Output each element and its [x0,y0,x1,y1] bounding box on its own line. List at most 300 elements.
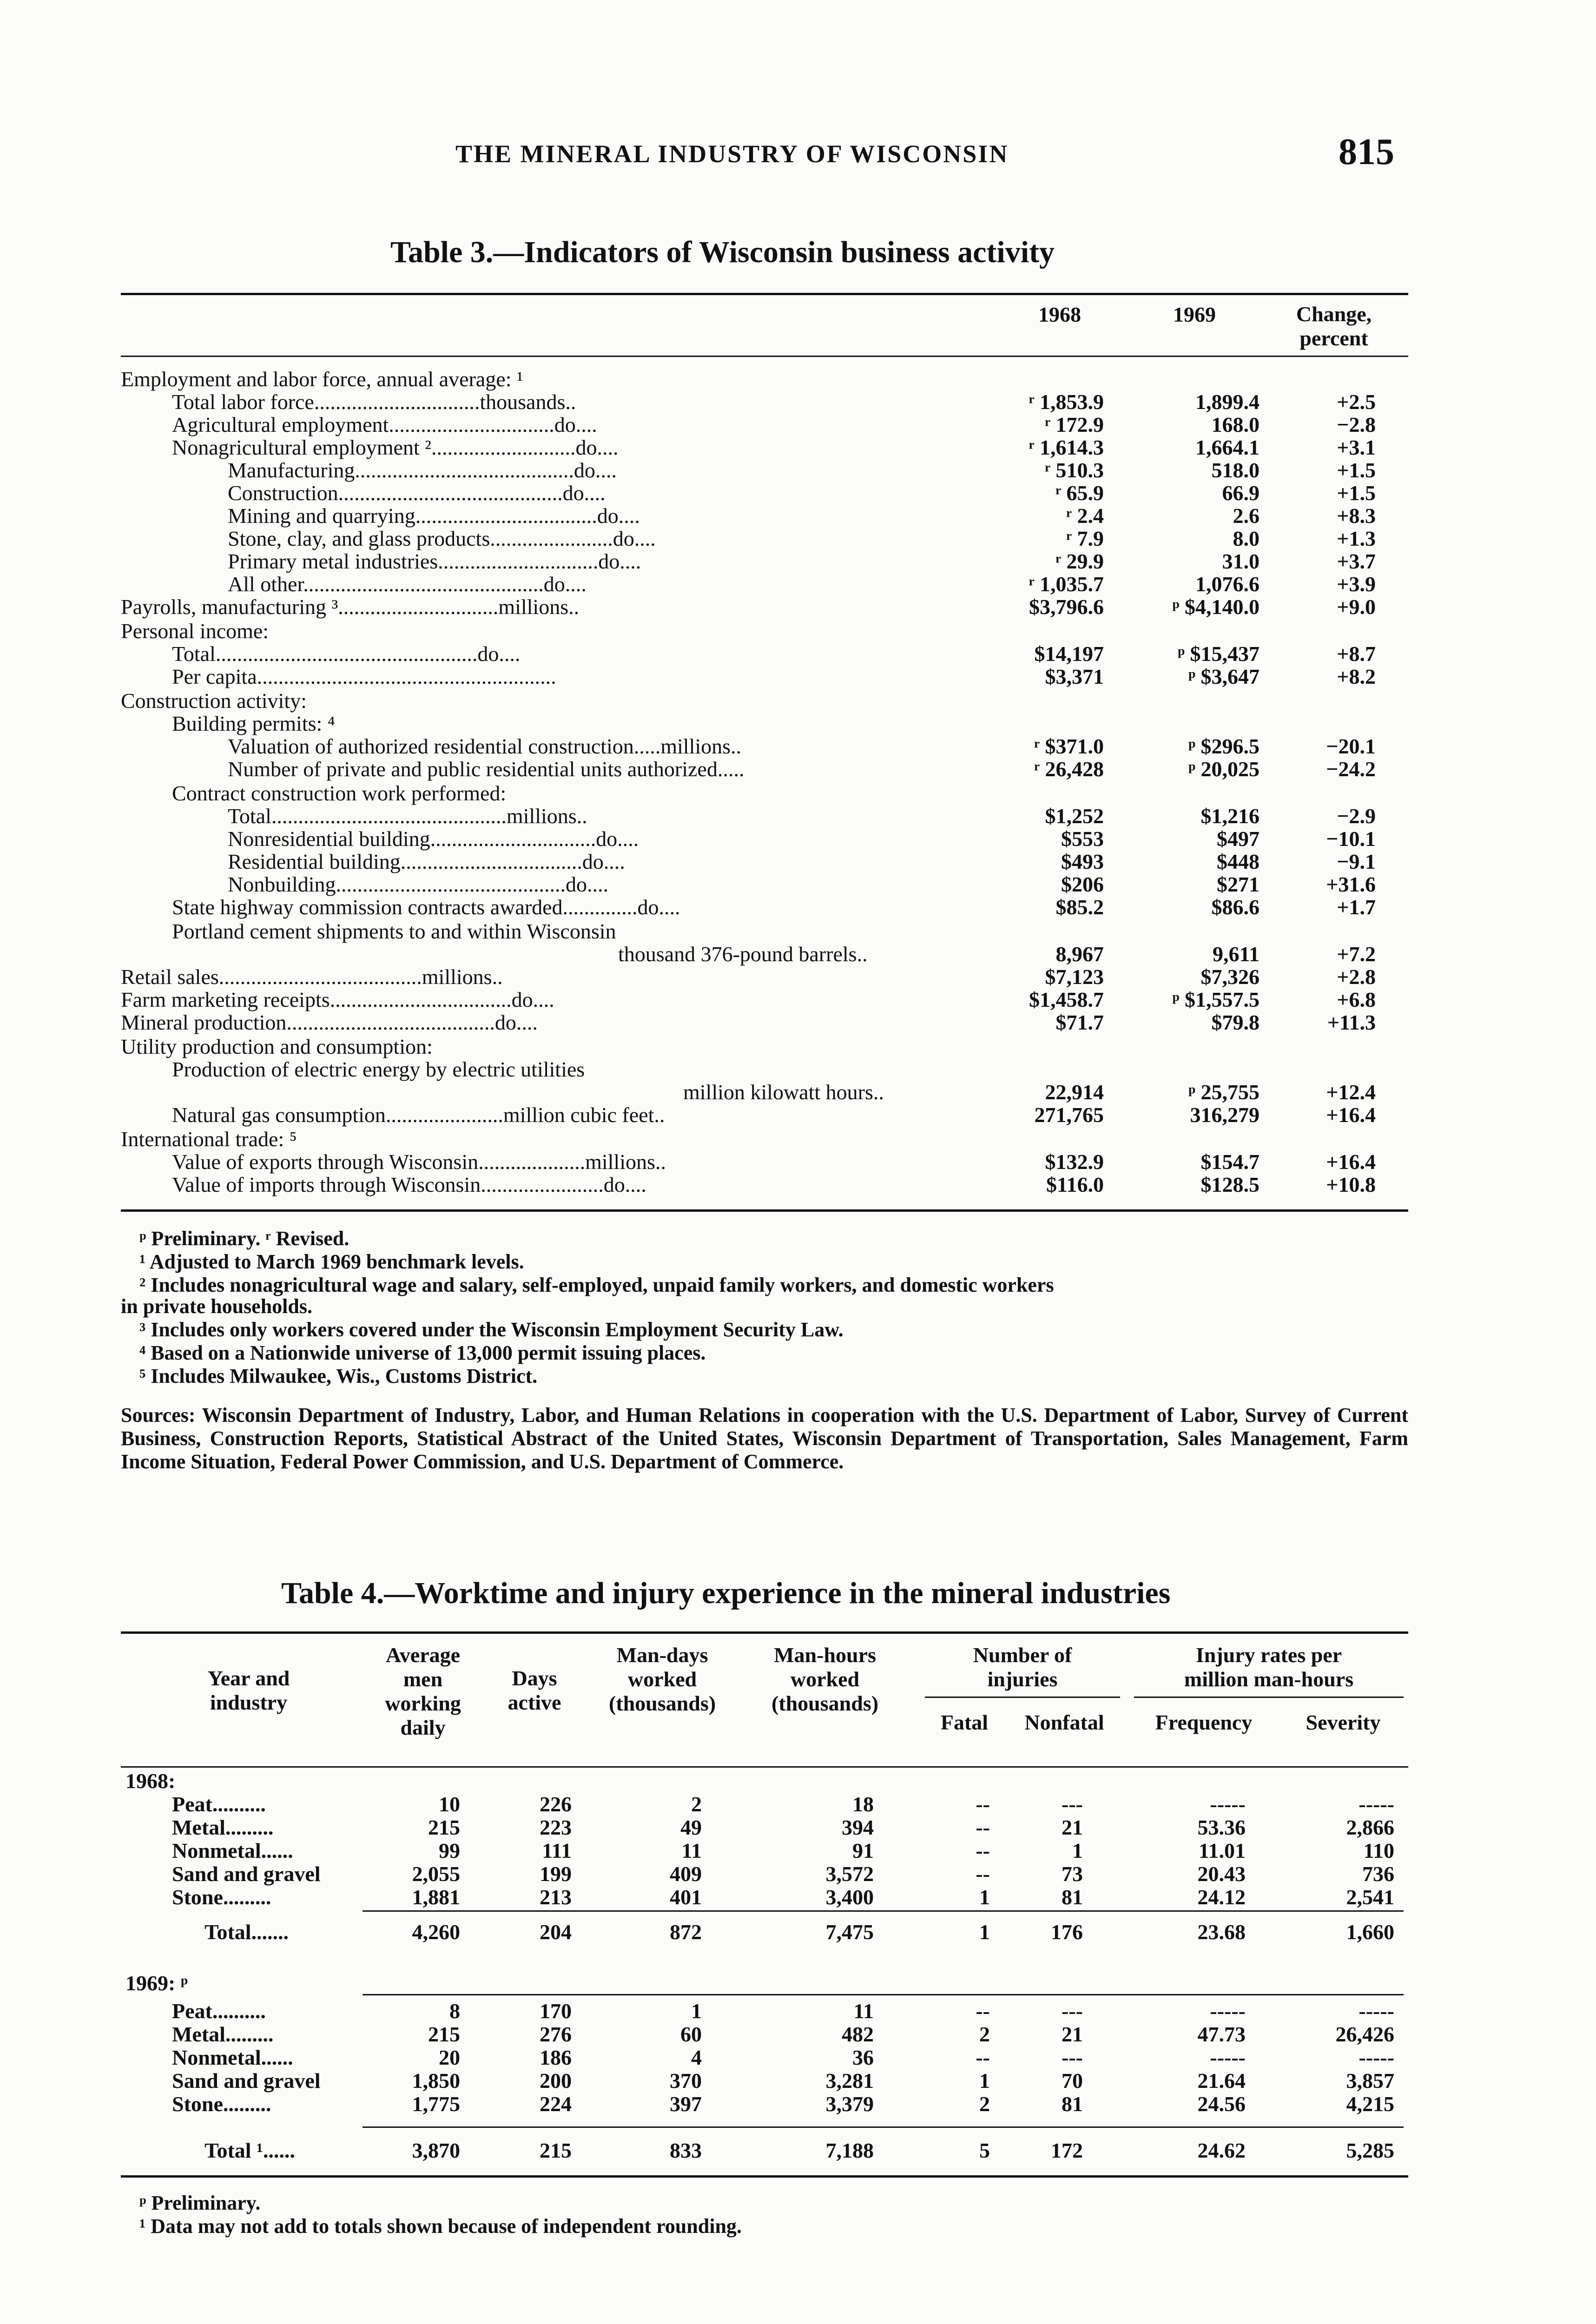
table3-row-label: Construction..........................................do.... [228,481,606,505]
t4-man-hours: 7,475 [825,1920,874,1944]
t4-frequency: 24.12 [1197,1885,1246,1909]
t4-days-active: 199 [540,1862,572,1886]
t4-nonfatal: --- [1062,1792,1083,1816]
t4-industry: Nonmetal...... [172,1839,293,1862]
t4-man-hours: 7,188 [825,2139,874,2162]
table3-row [0,665,1596,689]
t4-row [0,2068,1596,2093]
table3-header-rule [121,356,1408,357]
t4-industry: Stone......... [172,2092,271,2116]
table3-value-1968: ʳ $371.0 [1034,734,1104,758]
t4-h-inj-l2: injuries [987,1667,1058,1691]
table3-value-1968: $1,252 [1045,804,1104,828]
t4-h-md-l2: worked [627,1667,697,1691]
t4-industry: Metal......... [172,2022,274,2046]
t4-frequency: 47.73 [1197,2022,1246,2046]
table3-row-label: Value of exports through Wisconsin....................millions.. [172,1150,666,1174]
t4-nonfatal: --- [1062,1999,1083,2023]
t4-severity: 2,541 [1346,1885,1394,1909]
table3-value-1969: 8.0 [1233,527,1260,550]
table3-row-label: Building permits: ⁴ [172,712,335,735]
table3-row [0,1057,1596,1082]
t4-year-text: 1968: [125,1769,176,1793]
table3-value-1969: 2.6 [1233,504,1260,528]
t4-man-days: 60 [680,2022,702,2046]
t4-severity: 4,215 [1346,2092,1394,2116]
table3-value-1969: ᵖ $15,437 [1178,642,1260,666]
t4-man-days: 1 [691,1999,702,2023]
table3-value-1968: ʳ 1,035.7 [1029,572,1104,596]
t4-industry: Metal......... [172,1816,274,1839]
t4-nonfatal: 73 [1062,1862,1083,1886]
table3-row [0,390,1596,414]
table3-row-label: Mining and quarrying..................................do.... [228,504,640,528]
table3-footnote: ᵖ Preliminary. ʳ Revised. [139,1227,350,1250]
table3-value-1969: 1,664.1 [1195,436,1260,459]
t4-fatal: 2 [979,2092,990,2116]
table3-row-label: Valuation of authorized residential construction.....millions.. [228,734,742,758]
table3-top-rule [121,293,1408,295]
t4-h-avg-l4: daily [400,1716,446,1739]
t4-industry: Sand and gravel [172,2069,321,2093]
t4-row [0,1815,1596,1840]
t4-h-rate-l1: Injury rates per [1195,1643,1342,1667]
t4-nonfatal: 1 [1072,1839,1083,1862]
table3-row-label: Total............................................millions.. [228,804,587,828]
t4-header-man-hours [748,1643,902,1716]
t4-frequency: 24.56 [1197,2092,1246,2116]
table3-value-1968: $14,197 [1034,642,1104,666]
table3-row [0,804,1596,828]
table3-value-change: −20.1 [1326,734,1376,758]
t4-h-md-l1: Man-days [616,1643,708,1667]
table3-row [0,827,1596,851]
table3-row [0,642,1596,666]
table3-value-1969: 66.9 [1222,481,1260,505]
table3-row-label: Total.................................................do.... [172,642,521,666]
table3-value-1968: 271,765 [1034,1103,1104,1127]
t4-bottom-rule [121,2175,1408,2178]
change-line2: percent [1299,326,1368,350]
table3-value-1968: $132.9 [1045,1150,1104,1174]
t4-severity: 2,866 [1346,1816,1394,1839]
t4-avg-men: 4,260 [412,1920,460,1944]
t4-nonfatal: 176 [1051,1920,1083,1944]
table3-value-change: −9.1 [1337,850,1376,873]
table3-row [0,919,1596,944]
t4-industry: Peat.......... [172,1792,266,1816]
table3-value-1968: $116.0 [1046,1173,1104,1196]
table3-value-1969: $1,216 [1200,804,1260,828]
t4-man-days: 397 [670,2092,702,2116]
t4-nonfatal: --- [1062,2046,1083,2069]
table3-value-change: +2.8 [1337,965,1376,989]
t4-man-hours: 91 [852,1839,874,1862]
table3-value-1969: ᵖ 20,025 [1188,757,1260,781]
table4-title: Table 4.—Worktime and injury experience in the mineral industries [281,1576,1171,1610]
table3-value-1968: ʳ 7.9 [1066,527,1104,550]
t4-days-active: 111 [542,1839,572,1862]
table3-value-1968: ʳ 2.4 [1066,504,1104,528]
t4-avg-men: 99 [439,1839,460,1862]
table3-row-label: Natural gas consumption......................million cubic feet.. [172,1103,665,1127]
t4-header-man-days [586,1643,739,1716]
table3-value-change: +12.4 [1326,1080,1376,1104]
t4-fatal: -- [976,1999,990,2023]
table3-row [0,1150,1596,1174]
t4-industry: Sand and gravel [172,1862,321,1886]
t4-header-year [172,1666,325,1715]
t4-severity: 1,660 [1346,1920,1394,1944]
table3-row-label: All other.............................................do.... [228,572,587,596]
table3-value-1968: ʳ 26,428 [1034,757,1104,781]
table3-row-label: Portland cement shipments to and within Wisconsin [172,919,616,943]
t4-nonfatal: 81 [1062,1885,1083,1909]
t4-man-hours: 3,400 [825,1885,874,1909]
table3-row [0,549,1596,574]
table3-row [0,619,1596,643]
table3-value-change: +11.3 [1327,1010,1376,1034]
table4-footnote: ᵖ Preliminary. [139,2192,261,2214]
table3-row [0,689,1596,713]
table3-value-1969: $497 [1217,827,1260,851]
t4-avg-men: 3,870 [412,2139,460,2162]
table3-value-1968: ʳ 172.9 [1045,413,1104,436]
t4-total-row [0,1920,1596,1945]
t4-avg-men: 1,850 [412,2069,460,2093]
table4-footnote: ¹ Data may not add to totals shown because of independent rounding. [139,2215,742,2238]
t4-days-active: 224 [540,2092,572,2116]
t4-h-days-l1: Days [512,1666,557,1690]
t4-man-hours: 482 [842,2022,874,2046]
table3-header-change [1264,302,1404,350]
table3-value-1968: $1,458.7 [1029,988,1104,1011]
table3-row [0,895,1596,919]
table3-row-label: Farm marketing receipts..................................do.... [121,988,554,1011]
t4-nonfatal: 21 [1062,2022,1083,2046]
t4-header-severity: Severity [1306,1710,1381,1734]
table3-row [0,781,1596,805]
t4-severity: ----- [1359,2046,1394,2069]
table3-row [0,436,1596,460]
table3-row-label: Per capita........................................................ [172,665,556,688]
table3-value-change: +1.3 [1337,527,1376,550]
t4-h-rate-l2: million man-hours [1184,1667,1354,1691]
t4-h-avg-l1: Average [385,1643,461,1667]
table3-value-1968: 8,967 [1055,942,1104,966]
table3-footnote: ⁴ Based on a Nationwide universe of 13,000 permit issuing places. [139,1341,706,1364]
table3-value-1969: $154.7 [1200,1150,1260,1174]
table3-row-label: Personal income: [121,619,269,643]
table3-row [0,1103,1596,1127]
table3-row-label: million kilowatt hours.. [683,1080,884,1104]
t4-frequency: ----- [1210,1792,1246,1816]
t4-row [0,2022,1596,2047]
t4-fatal: 5 [979,2139,990,2162]
t4-man-hours: 394 [842,1816,874,1839]
table3-value-1969: ᵖ $4,140.0 [1172,595,1260,619]
table3-value-1968: $71.7 [1055,1010,1104,1034]
t4-man-hours: 3,281 [825,2069,874,2093]
t4-days-active: 215 [540,2139,572,2162]
t4-frequency: ----- [1210,1999,1246,2023]
t4-nonfatal: 21 [1062,1816,1083,1839]
table3-value-1968: $553 [1061,827,1104,851]
t4-frequency: ----- [1210,2046,1246,2069]
t4-h-avg-l2: men [403,1667,443,1691]
t4-severity: 26,426 [1335,2022,1394,2046]
t4-header-frequency: Frequency [1155,1710,1253,1734]
table3-row [0,595,1596,619]
t4-man-days: 409 [670,1862,702,1886]
table3-value-change: +16.4 [1326,1103,1376,1127]
table3-value-1969: 316,279 [1190,1103,1260,1127]
table3-header-1969: 1969 [1173,303,1216,326]
table3-value-1969: ᵖ $3,647 [1188,665,1260,688]
t4-row [0,2092,1596,2117]
table3-row-label: Mineral production.......................................do.... [121,1010,538,1034]
table3-value-1969: $86.6 [1211,895,1260,919]
table3-value-change: +1.7 [1337,895,1376,919]
t4-days-active: 204 [540,1920,572,1944]
t4-total-row [0,2138,1596,2163]
t4-days-active: 186 [540,2046,572,2069]
t4-man-days: 11 [681,1839,702,1862]
t4-severity: ----- [1359,1999,1394,2023]
t4-nonfatal: 81 [1062,2092,1083,2116]
table3-footnote: ⁵ Includes Milwaukee, Wis., Customs District. [139,1365,538,1387]
table3-value-change: −10.1 [1326,827,1376,851]
t4-injuries-subrule [925,1697,1120,1698]
running-head: THE MINERAL INDUSTRY OF WISCONSIN [455,140,1009,168]
t4-man-hours: 36 [852,2046,874,2069]
table3-value-1969: 518.0 [1211,458,1260,482]
table3-row [0,1010,1596,1035]
table3-value-change: +16.4 [1326,1150,1376,1174]
table3-row-label: Retail sales......................................millions.. [121,965,503,989]
t4-fatal: -- [976,1839,990,1862]
table3-value-change: +1.5 [1337,481,1376,505]
table3-row-label: Total labor force...............................thousands.. [172,390,576,414]
table3-row [0,734,1596,759]
table3-row-label: Contract construction work performed: [172,781,507,805]
t4-year-label [0,1971,1596,1996]
t4-row [0,1885,1596,1910]
t4-industry: Stone......... [172,1885,271,1909]
t4-year-text: 1969: ᵖ [125,1971,188,1995]
t4-1969-separator [363,1994,1404,1995]
t4-avg-men: 1,775 [412,2092,460,2116]
t4-industry: Peat.......... [172,1999,266,2023]
table3-value-1968: $3,796.6 [1029,595,1104,619]
table3-footnote: ² Includes nonagricultural wage and salary, self-employed, unpaid family workers, and domestic workers [139,1274,1054,1296]
table3-value-change: +31.6 [1326,872,1376,896]
table3-value-1969: 1,899.4 [1195,390,1260,414]
table3-value-1968: $206 [1061,872,1104,896]
table3-row-label: Nonresidential building...............................do.... [228,827,639,851]
table3-row-label: International trade: ⁵ [121,1127,297,1151]
table3-value-1969: 9,611 [1213,942,1260,966]
t4-days-active: 200 [540,2069,572,2093]
t4-industry: Total....... [204,1920,289,1944]
t4-fatal: 1 [979,1885,990,1909]
t4-man-days: 2 [691,1792,702,1816]
t4-row [0,1838,1596,1863]
table3-row [0,965,1596,989]
table3-row [0,458,1596,482]
table3-footnote: ³ Includes only workers covered under the Wisconsin Employment Security Law. [139,1318,844,1341]
t4-row [0,2045,1596,2070]
t4-days-active: 223 [540,1816,572,1839]
table3-row [0,1035,1596,1059]
table3-value-change: +8.3 [1337,504,1376,528]
table3-row-label: Residential building..................................do.... [228,850,625,873]
table3-value-1969: $448 [1217,850,1260,873]
t4-fatal: 1 [979,2069,990,2093]
table3-value-change: −2.9 [1337,804,1376,828]
t4-fatal: 2 [979,2022,990,2046]
t4-days-active: 226 [540,1792,572,1816]
table3-row-label: Nonbuilding...........................................do.... [228,872,609,896]
t4-frequency: 21.64 [1197,2069,1246,2093]
table3-bottom-rule [121,1209,1408,1212]
t4-h-inj-l1: Number of [973,1643,1072,1667]
table3-value-change: +8.2 [1337,665,1376,688]
table3-row [0,413,1596,437]
t4-man-days: 4 [691,2046,702,2069]
t4-header-days [488,1666,581,1715]
table3-row-label: Manufacturing.........................................do.... [228,458,617,482]
change-line1: Change, [1296,302,1372,326]
table3-value-1968: ʳ 1,853.9 [1029,390,1104,414]
table3-row [0,1080,1596,1104]
table3-value-change: +3.9 [1337,572,1376,596]
table3-value-change: +6.8 [1337,988,1376,1011]
table3-value-1969: $128.5 [1200,1173,1260,1196]
table3-value-1968: 22,914 [1045,1080,1104,1104]
t4-industry: Total ¹...... [204,2139,295,2162]
table3-value-1968: $493 [1061,850,1104,873]
table3-footnote: ¹ Adjusted to March 1969 benchmark levels. [139,1250,524,1273]
table3-row [0,504,1596,528]
table3-value-1968: ʳ 510.3 [1045,458,1104,482]
table3-row-label: Construction activity: [121,689,307,713]
table3-value-change: +9.0 [1337,595,1376,619]
table3-sources: Sources: Wisconsin Department of Industry, Labor, and Human Relations in cooperation with the U.S. Department of Labor, Survey of Current Business, Construction Reports, Statistical Abstract of the United States, Wisconsin Department of Transportation, Sales Management, Farm Income Situation, Federal Power Commission, and U.S. Department of Commerce. [121,1404,1408,1473]
table3-row-label: Stone, clay, and glass products.......................do.... [228,527,656,550]
table3-value-change: +10.8 [1326,1173,1376,1196]
table3-value-1968: ʳ 1,614.3 [1029,436,1104,459]
table3-row-label: Agricultural employment...............................do.... [172,413,597,436]
t4-severity: ----- [1359,1792,1394,1816]
table3-value-1969: 31.0 [1222,549,1260,573]
table3-row [0,872,1596,897]
t4-frequency: 23.68 [1197,1920,1246,1944]
t4-row [0,1792,1596,1817]
t4-days-active: 213 [540,1885,572,1909]
t4-avg-men: 8 [449,1999,460,2023]
table3-row [0,942,1596,966]
table4-top-rule [121,1631,1408,1634]
t4-frequency: 11.01 [1199,1839,1246,1862]
table3-value-change: +1.5 [1337,458,1376,482]
table3-row [0,712,1596,736]
t4-man-hours: 18 [852,1792,874,1816]
t4-h-mh-l1: Man-hours [774,1643,876,1667]
table3-row [0,481,1596,505]
table3-row [0,1173,1596,1197]
t4-header-injuries [925,1643,1120,1691]
t4-fatal: -- [976,1862,990,1886]
t4-header-fatal: Fatal [940,1710,989,1734]
page-number: 815 [1339,132,1394,172]
table3-value-1969: ᵖ 25,755 [1188,1080,1260,1104]
t4-avg-men: 215 [428,2022,460,2046]
t4-man-days: 370 [670,2069,702,2093]
t4-h-year-l2: industry [210,1690,288,1714]
table3-value-change: +8.7 [1337,642,1376,666]
t4-frequency: 24.62 [1197,2139,1246,2162]
table3-row [0,757,1596,781]
t4-avg-men: 10 [439,1792,460,1816]
t4-rates-subrule [1134,1697,1404,1698]
table3-value-change: −2.8 [1337,413,1376,436]
t4-nonfatal: 172 [1051,2139,1083,2162]
table3-row-label: State highway commission contracts awarded..............do.... [172,895,680,919]
table3-value-1968: ʳ 65.9 [1055,481,1104,505]
t4-man-days: 833 [670,2139,702,2162]
table3-row [0,850,1596,874]
table3-row [0,527,1596,551]
t4-header-nonfatal: Nonfatal [1024,1710,1104,1734]
table3-row-label: thousand 376-pound barrels.. [618,942,868,966]
t4-man-days: 49 [680,1816,702,1839]
t4-days-active: 276 [540,2022,572,2046]
table3-row-label: Nonagricultural employment ²...........................do.... [172,436,619,459]
table3-value-1968: $3,371 [1045,665,1104,688]
t4-man-hours: 11 [853,1999,874,2023]
t4-severity: 736 [1362,1862,1394,1886]
table3-value-1969: ᵖ $1,557.5 [1172,988,1260,1011]
t4-total1968-rule [363,1910,1404,1912]
t4-days-active: 170 [540,1999,572,2023]
t4-row [0,1999,1596,2024]
table3-value-1969: $7,326 [1200,965,1260,989]
t4-h-avg-l3: working [385,1691,461,1715]
t4-man-hours: 3,572 [825,1862,874,1886]
table3-footnote: in private households. [121,1295,312,1318]
table3-value-1969: ᵖ $296.5 [1188,734,1260,758]
t4-severity: 3,857 [1346,2069,1394,2093]
table3-row-label: Production of electric energy by electric utilities [172,1057,585,1081]
t4-year-label [0,1769,1596,1794]
table3-row-label: Value of imports through Wisconsin.......................do.... [172,1173,646,1196]
table3-value-change: +7.2 [1337,942,1376,966]
t4-avg-men: 1,881 [412,1885,460,1909]
t4-frequency: 53.36 [1197,1816,1246,1839]
t4-severity: 110 [1363,1839,1394,1862]
t4-avg-men: 20 [439,2046,460,2069]
t4-h-year-l1: Year and [207,1666,290,1690]
t4-header-rule [121,1766,1408,1768]
t4-industry: Nonmetal...... [172,2046,293,2069]
table3-value-change: +3.7 [1337,549,1376,573]
t4-row [0,1862,1596,1887]
table3-row [0,572,1596,596]
t4-avg-men: 215 [428,1816,460,1839]
t4-h-days-l2: active [508,1690,561,1714]
table3-row [0,988,1596,1012]
